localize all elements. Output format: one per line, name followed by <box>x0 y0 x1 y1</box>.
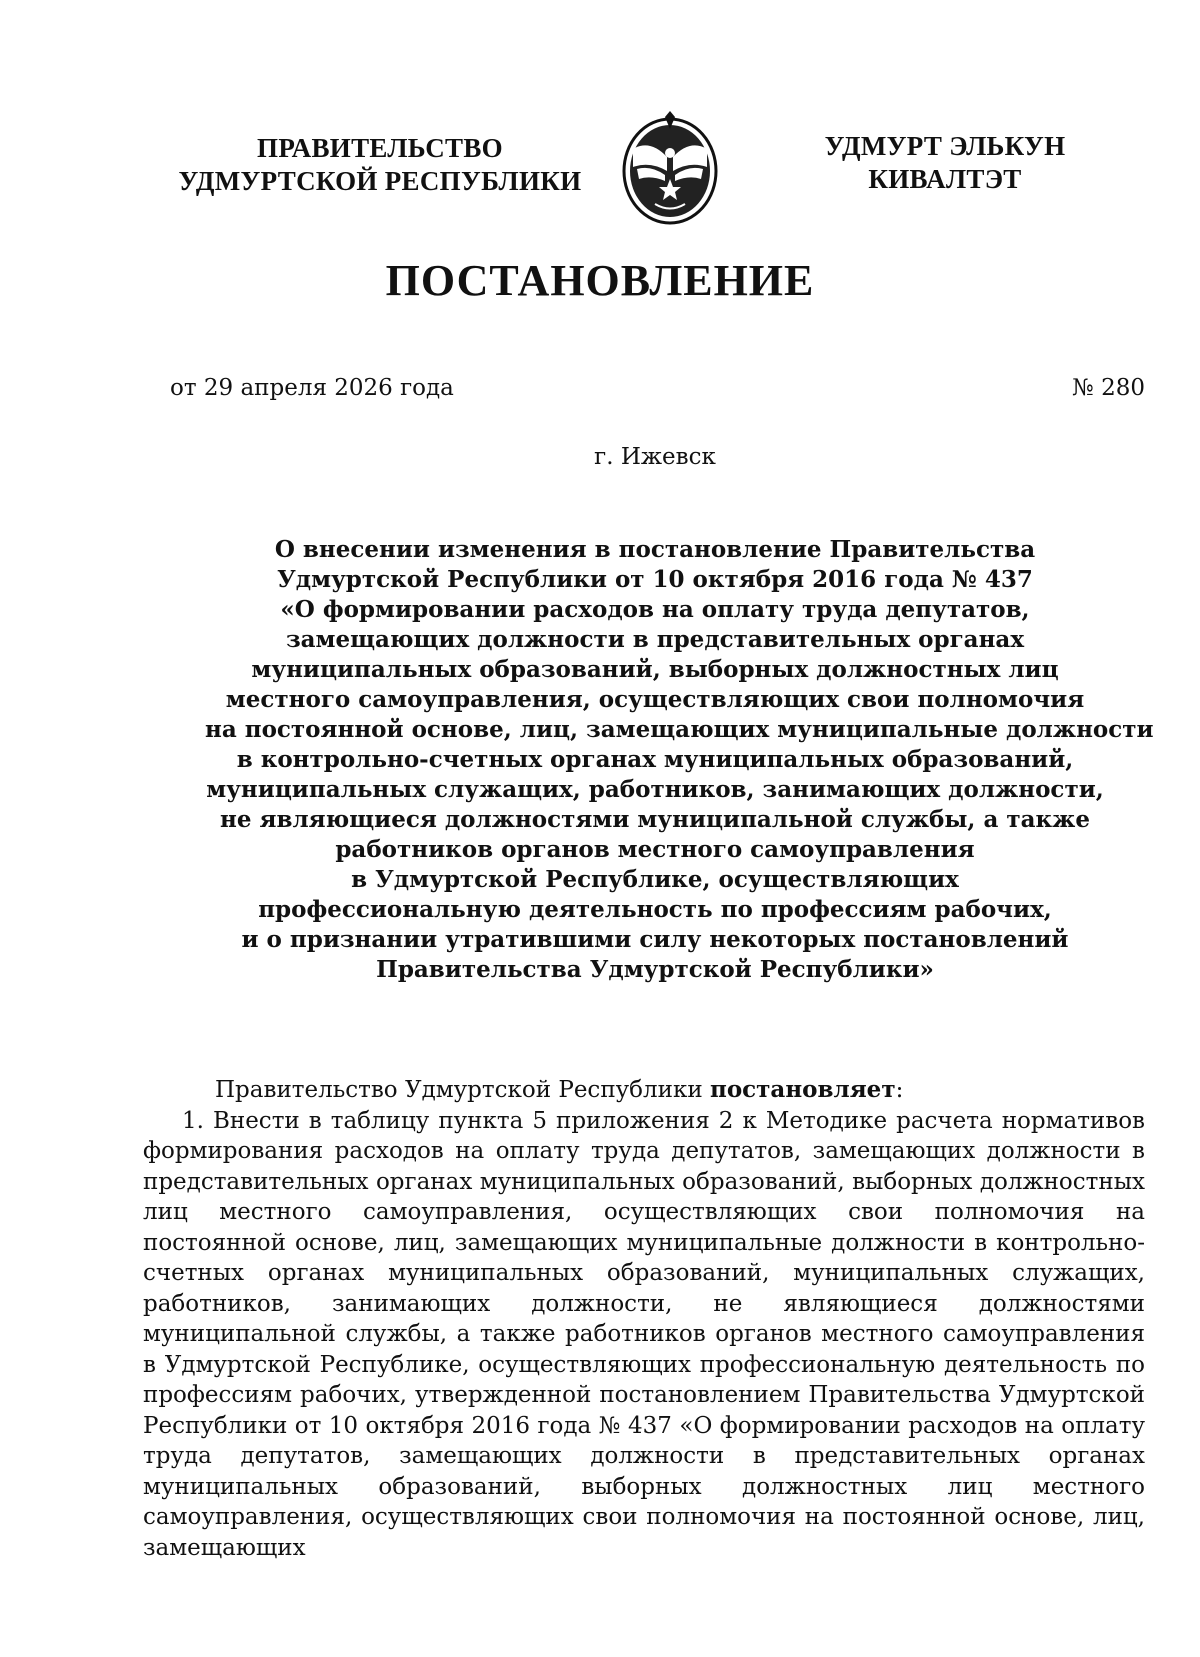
header-left-line2: УДМУРТСКОЙ РЕСПУБЛИКИ <box>178 166 582 196</box>
header-authority-russian <box>165 132 595 198</box>
title-line: муниципальных образований, выборных должностных лиц <box>251 656 1059 683</box>
header-left-line1: ПРАВИТЕЛЬСТВО <box>257 133 503 163</box>
header-right-line2: КИВАЛТЭТ <box>868 164 1022 194</box>
intro-paragraph <box>143 1075 1145 1106</box>
intro-colon: : <box>895 1077 904 1103</box>
title-line: Удмуртской Республики от 10 октября 2016 года № 437 <box>277 566 1033 593</box>
title-line: местного самоуправления, осуществляющих свои полномочия <box>225 686 1085 713</box>
coat-of-arms-icon <box>615 109 725 227</box>
title-line: в контрольно-счетных органах муниципальных образований, <box>236 746 1074 773</box>
title-line: профессиональную деятельность по профессиям рабочих, <box>258 896 1052 923</box>
header-authority-udmurt <box>800 130 1090 196</box>
title-line: в Удмуртской Республике, осуществляющих <box>351 866 959 893</box>
document-body <box>143 1075 1145 1563</box>
title-line: замещающих должности в представительных органах <box>285 626 1025 653</box>
title-line: муниципальных служащих, работников, занимающих должности, <box>206 776 1104 803</box>
document-type: ПОСТАНОВЛЕНИЕ <box>385 256 815 305</box>
document-date: от 29 апреля 2026 года <box>170 375 454 401</box>
title-line: и о признании утратившими силу некоторых постановлений <box>241 926 1069 953</box>
title-line: не являющиеся должностями муниципальной службы, а также <box>220 806 1090 833</box>
title-line: О внесении изменения в постановление Правительства <box>274 536 1036 563</box>
paragraph-1: 1. Внести в таблицу пункта 5 приложения 2 к Методике расчета нормативов формирования расходов на оплату труда депутатов, замещающих должности в представительных органах муниципальных образований, выборных должностных лиц местного самоуправления, осуществляющих свои полномочия на постоянной основе, лиц, замещающих муниципальные должности в контрольно-счетных органах муниципальных образований, муниципальных служащих, работников, занимающих должности, не являющиеся должностями муниципальной службы, а также работников органов местного самоуправления в Удмуртской Республике, осуществляющих профессиональную деятельность по профессиям рабочих, утвержденной постановлением Правительства Удмуртской Республики от 10 октября 2016 года № 437 «О формировании расходов на оплату труда депутатов, замещающих должности в представительных органах муниципальных образований, выборных должностных лиц местного самоуправления, осуществляющих свои полномочия на постоянной основе, лиц, замещающих <box>143 1107 1145 1561</box>
intro-text: Правительство Удмуртской Республики <box>215 1077 710 1103</box>
header-right-line1: УДМУРТ ЭЛЬКУН <box>824 131 1066 161</box>
document-number: № 280 <box>1072 375 1145 401</box>
title-line: на постоянной основе, лиц, замещающих муниципальные должности <box>205 716 1154 743</box>
document-title <box>205 535 1154 985</box>
title-line: «О формировании расходов на оплату труда депутатов, <box>280 596 1030 623</box>
document-city: г. Ижевск <box>594 444 716 470</box>
intro-strong: постановляет <box>709 1076 896 1103</box>
title-line: Правительства Удмуртской Республики» <box>376 956 934 983</box>
title-line: работников органов местного самоуправления <box>335 836 975 863</box>
